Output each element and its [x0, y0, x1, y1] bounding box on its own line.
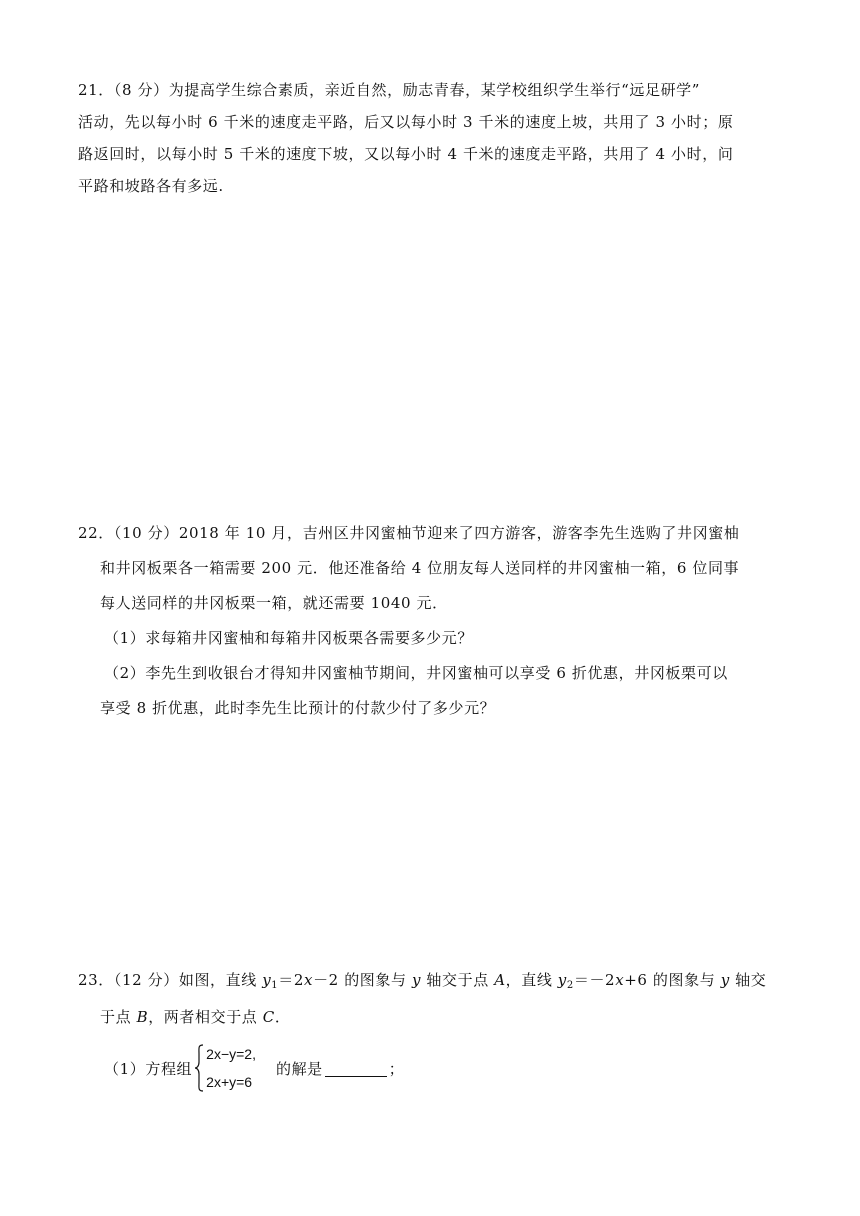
question-22	[78, 523, 782, 718]
q22-line-1: 22．（10 分）2018 年 10 月，吉州区井冈蜜柚节迎来了四方游客，游客李先生选购了井冈蜜柚	[78, 524, 740, 542]
equation-2: 2x+y=6	[206, 1074, 253, 1090]
q23-part1-end: ；	[388, 1059, 405, 1078]
q23-text-e: ，直线	[505, 971, 558, 989]
q23-var-x2: x	[615, 971, 625, 989]
q23-part1-prefix: （1）方程组	[104, 1059, 193, 1078]
q23-text-a: 23．（12 分）如图，直线	[78, 971, 263, 989]
q23-text-h: 轴交	[729, 971, 767, 989]
question-23	[78, 970, 782, 1027]
equation-system	[206, 1044, 256, 1092]
q23-point-b: B	[136, 1008, 149, 1026]
q23-text-g: +6 的图象与	[624, 971, 721, 989]
q23-point-c: C	[262, 1008, 275, 1026]
equation-1: 2x−y=2,	[206, 1046, 256, 1062]
q22-part-2: （2）李先生到收银台才得知井冈蜜柚节期间，井冈蜜柚可以享受 6 折优惠，井冈板栗可以	[104, 664, 728, 682]
q23-part-1	[104, 1042, 404, 1094]
q23-point-a: A	[494, 971, 506, 989]
left-brace-icon	[194, 1044, 204, 1092]
q22-part-1: （1）求每箱井冈蜜柚和每箱井冈板栗各需要多少元？	[104, 629, 473, 647]
q23-var-y1: y	[262, 971, 272, 989]
q23-line-2	[78, 1007, 782, 1027]
q22-part-2-cont: 享受 8 折优惠，此时李先生比预计的付款少付了多少元？	[100, 699, 496, 717]
q22-line-3: 每人送同样的井冈板栗一箱，就还需要 1040 元．	[100, 594, 448, 612]
q23-text-c: －2 的图象与	[313, 971, 412, 989]
q23-sub-2: 2	[566, 980, 574, 991]
q23-text-l2c: ．	[274, 1008, 291, 1026]
q23-var-y-axis1: y	[411, 971, 422, 989]
q21-line-3: 路返回时，以每小时 5 千米的速度下坡，又以每小时 4 千米的速度走平路，共用了 4 小时，问	[78, 145, 734, 163]
q23-text-b: ＝2	[278, 971, 305, 989]
q23-var-y-axis2: y	[720, 971, 730, 989]
q23-text-l2b: ，两者相交于点	[148, 1008, 263, 1026]
q21-line-1: 21．（8 分）为提高学生综合素质，亲近自然，励志青春，某学校组织学生举行“远足研学”	[78, 81, 701, 99]
answer-blank[interactable]	[325, 1060, 387, 1077]
q23-text-l2a: 于点	[100, 1008, 137, 1026]
q21-line-2: 活动，先以每小时 6 千米的速度走平路，后又以每小时 3 千米的速度上坡，共用了 3 小时；原	[78, 113, 734, 131]
q23-line-1	[78, 970, 782, 990]
q23-var-x1: x	[304, 971, 314, 989]
question-21	[78, 80, 782, 196]
q23-var-y2: y	[557, 971, 567, 989]
q23-sub-1: 1	[271, 980, 279, 991]
q23-text-f: ＝－2	[573, 971, 616, 989]
q21-line-4: 平路和坡路各有多远.	[78, 177, 224, 195]
q23-text-d: 轴交于点	[421, 971, 495, 989]
q22-line-2: 和井冈板栗各一箱需要 200 元．他还准备给 4 位朋友每人送同样的井冈蜜柚一箱，6 位同事	[100, 559, 740, 577]
q23-part1-suffix: 的解是	[275, 1059, 323, 1078]
